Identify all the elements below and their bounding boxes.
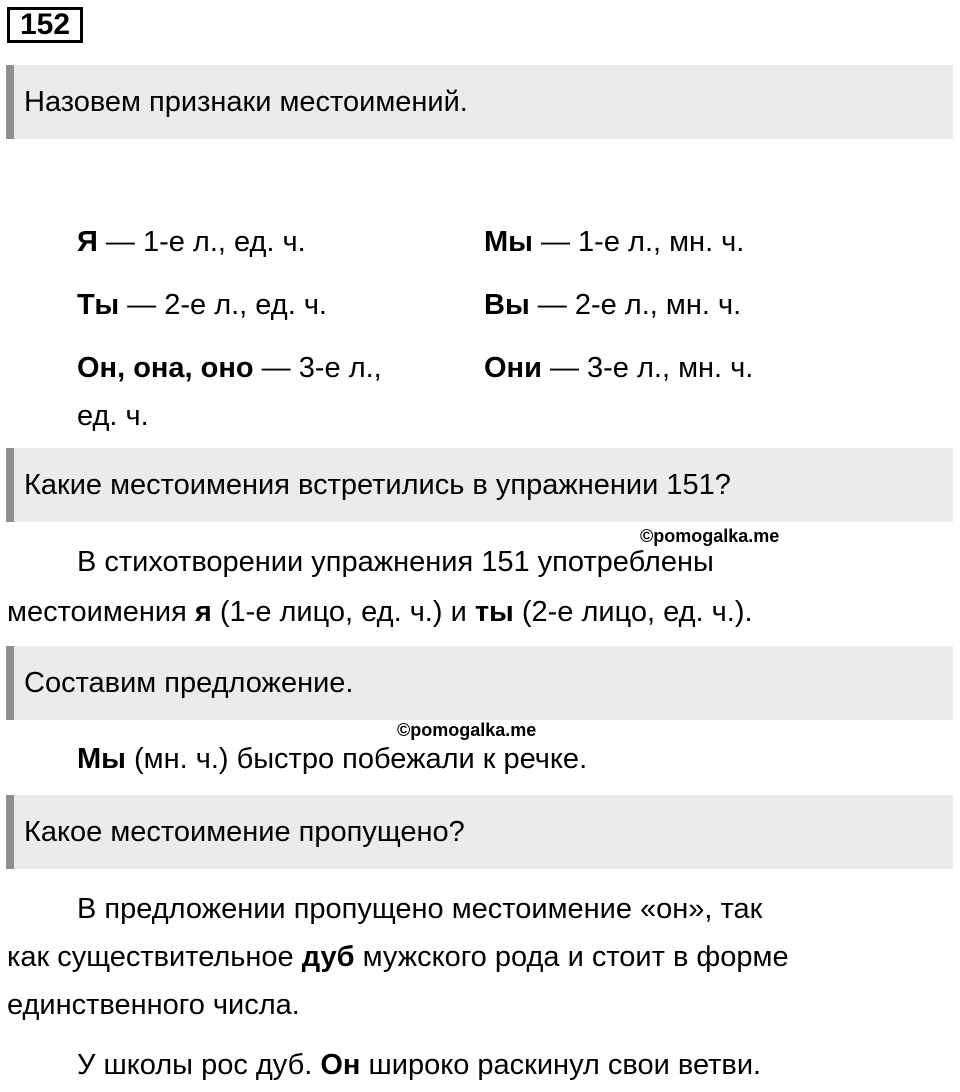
pronoun-ty bbox=[77, 282, 327, 328]
pronoun-ty-features: — 2-е л., ед. ч. bbox=[119, 289, 327, 321]
section-heading-2: Какие местоимения встретились в упражнении 151? bbox=[6, 448, 953, 522]
answer-4-text-c: мужского рода и стоит в форме bbox=[354, 941, 789, 973]
pronoun-vy-features: — 2-е л., мн. ч. bbox=[529, 289, 742, 321]
answer-2-line-2 bbox=[7, 589, 753, 635]
answer-3-sentence bbox=[77, 736, 587, 782]
answer-4-line-4 bbox=[77, 1042, 761, 1088]
watermark: ©pomogalka.me bbox=[640, 526, 780, 546]
pronoun-on-word: Он, она, оно bbox=[77, 352, 254, 384]
pronoun-vy-word: Вы bbox=[484, 289, 530, 321]
pronoun-on bbox=[77, 345, 382, 391]
section-heading-1: Назовем признаки местоимений. bbox=[6, 65, 953, 139]
answer-4-line-1: В предложении пропущено местоимение «он», так bbox=[77, 893, 763, 925]
section-heading-4: Какое местоимение пропущено? bbox=[6, 795, 953, 869]
pronoun-on-continuation: ед. ч. bbox=[77, 400, 149, 432]
pronoun-ya-features: — 1-е л., ед. ч. bbox=[97, 226, 306, 258]
answer-2-bold-ty: ты bbox=[474, 596, 514, 628]
answer-2-text-d: (2-е лицо, ед. ч.). bbox=[513, 596, 753, 628]
pronoun-on-features: — 3-е л., bbox=[253, 352, 382, 384]
pronoun-my-word: Мы bbox=[484, 226, 533, 258]
pronoun-ya bbox=[77, 219, 306, 265]
answer-4-line-2 bbox=[7, 934, 789, 980]
answer-4-text-a: как существительное bbox=[7, 941, 302, 973]
task-number: 152 bbox=[7, 7, 83, 43]
pronoun-ya-word: Я bbox=[77, 226, 98, 258]
pronoun-oni bbox=[484, 345, 753, 391]
answer-3-text: (мн. ч.) быстро побежали к речке. bbox=[125, 743, 588, 775]
pronoun-my bbox=[484, 219, 744, 265]
answer-4-line-3: единственного числа. bbox=[7, 989, 300, 1021]
pronoun-oni-features: — 3-е л., мн. ч. bbox=[541, 352, 754, 384]
pronoun-my-features: — 1-е л., мн. ч. bbox=[532, 226, 745, 258]
answer-4-text-d: У школы рос дуб. bbox=[77, 1049, 321, 1081]
answer-3-bold-my: Мы bbox=[77, 743, 126, 775]
pronoun-vy bbox=[484, 282, 741, 328]
answer-4-bold-on: Он bbox=[320, 1049, 361, 1081]
watermark: ©pomogalka.me bbox=[397, 720, 537, 740]
answer-2-line-1: В стихотворении упражнения 151 употреблены bbox=[77, 546, 714, 578]
pronoun-oni-word: Они bbox=[484, 352, 542, 384]
section-heading-3: Составим предложение. bbox=[6, 646, 953, 720]
pronoun-ty-word: Ты bbox=[77, 289, 120, 321]
answer-4-bold-dub: дуб bbox=[301, 941, 355, 973]
answer-2-bold-ya: я bbox=[194, 596, 212, 628]
answer-4-text-e: широко раскинул свои ветви. bbox=[360, 1049, 762, 1081]
answer-2-text-c: (1-е лицо, ед. ч.) и bbox=[211, 596, 475, 628]
answer-2-text-a: местоимения bbox=[7, 596, 195, 628]
